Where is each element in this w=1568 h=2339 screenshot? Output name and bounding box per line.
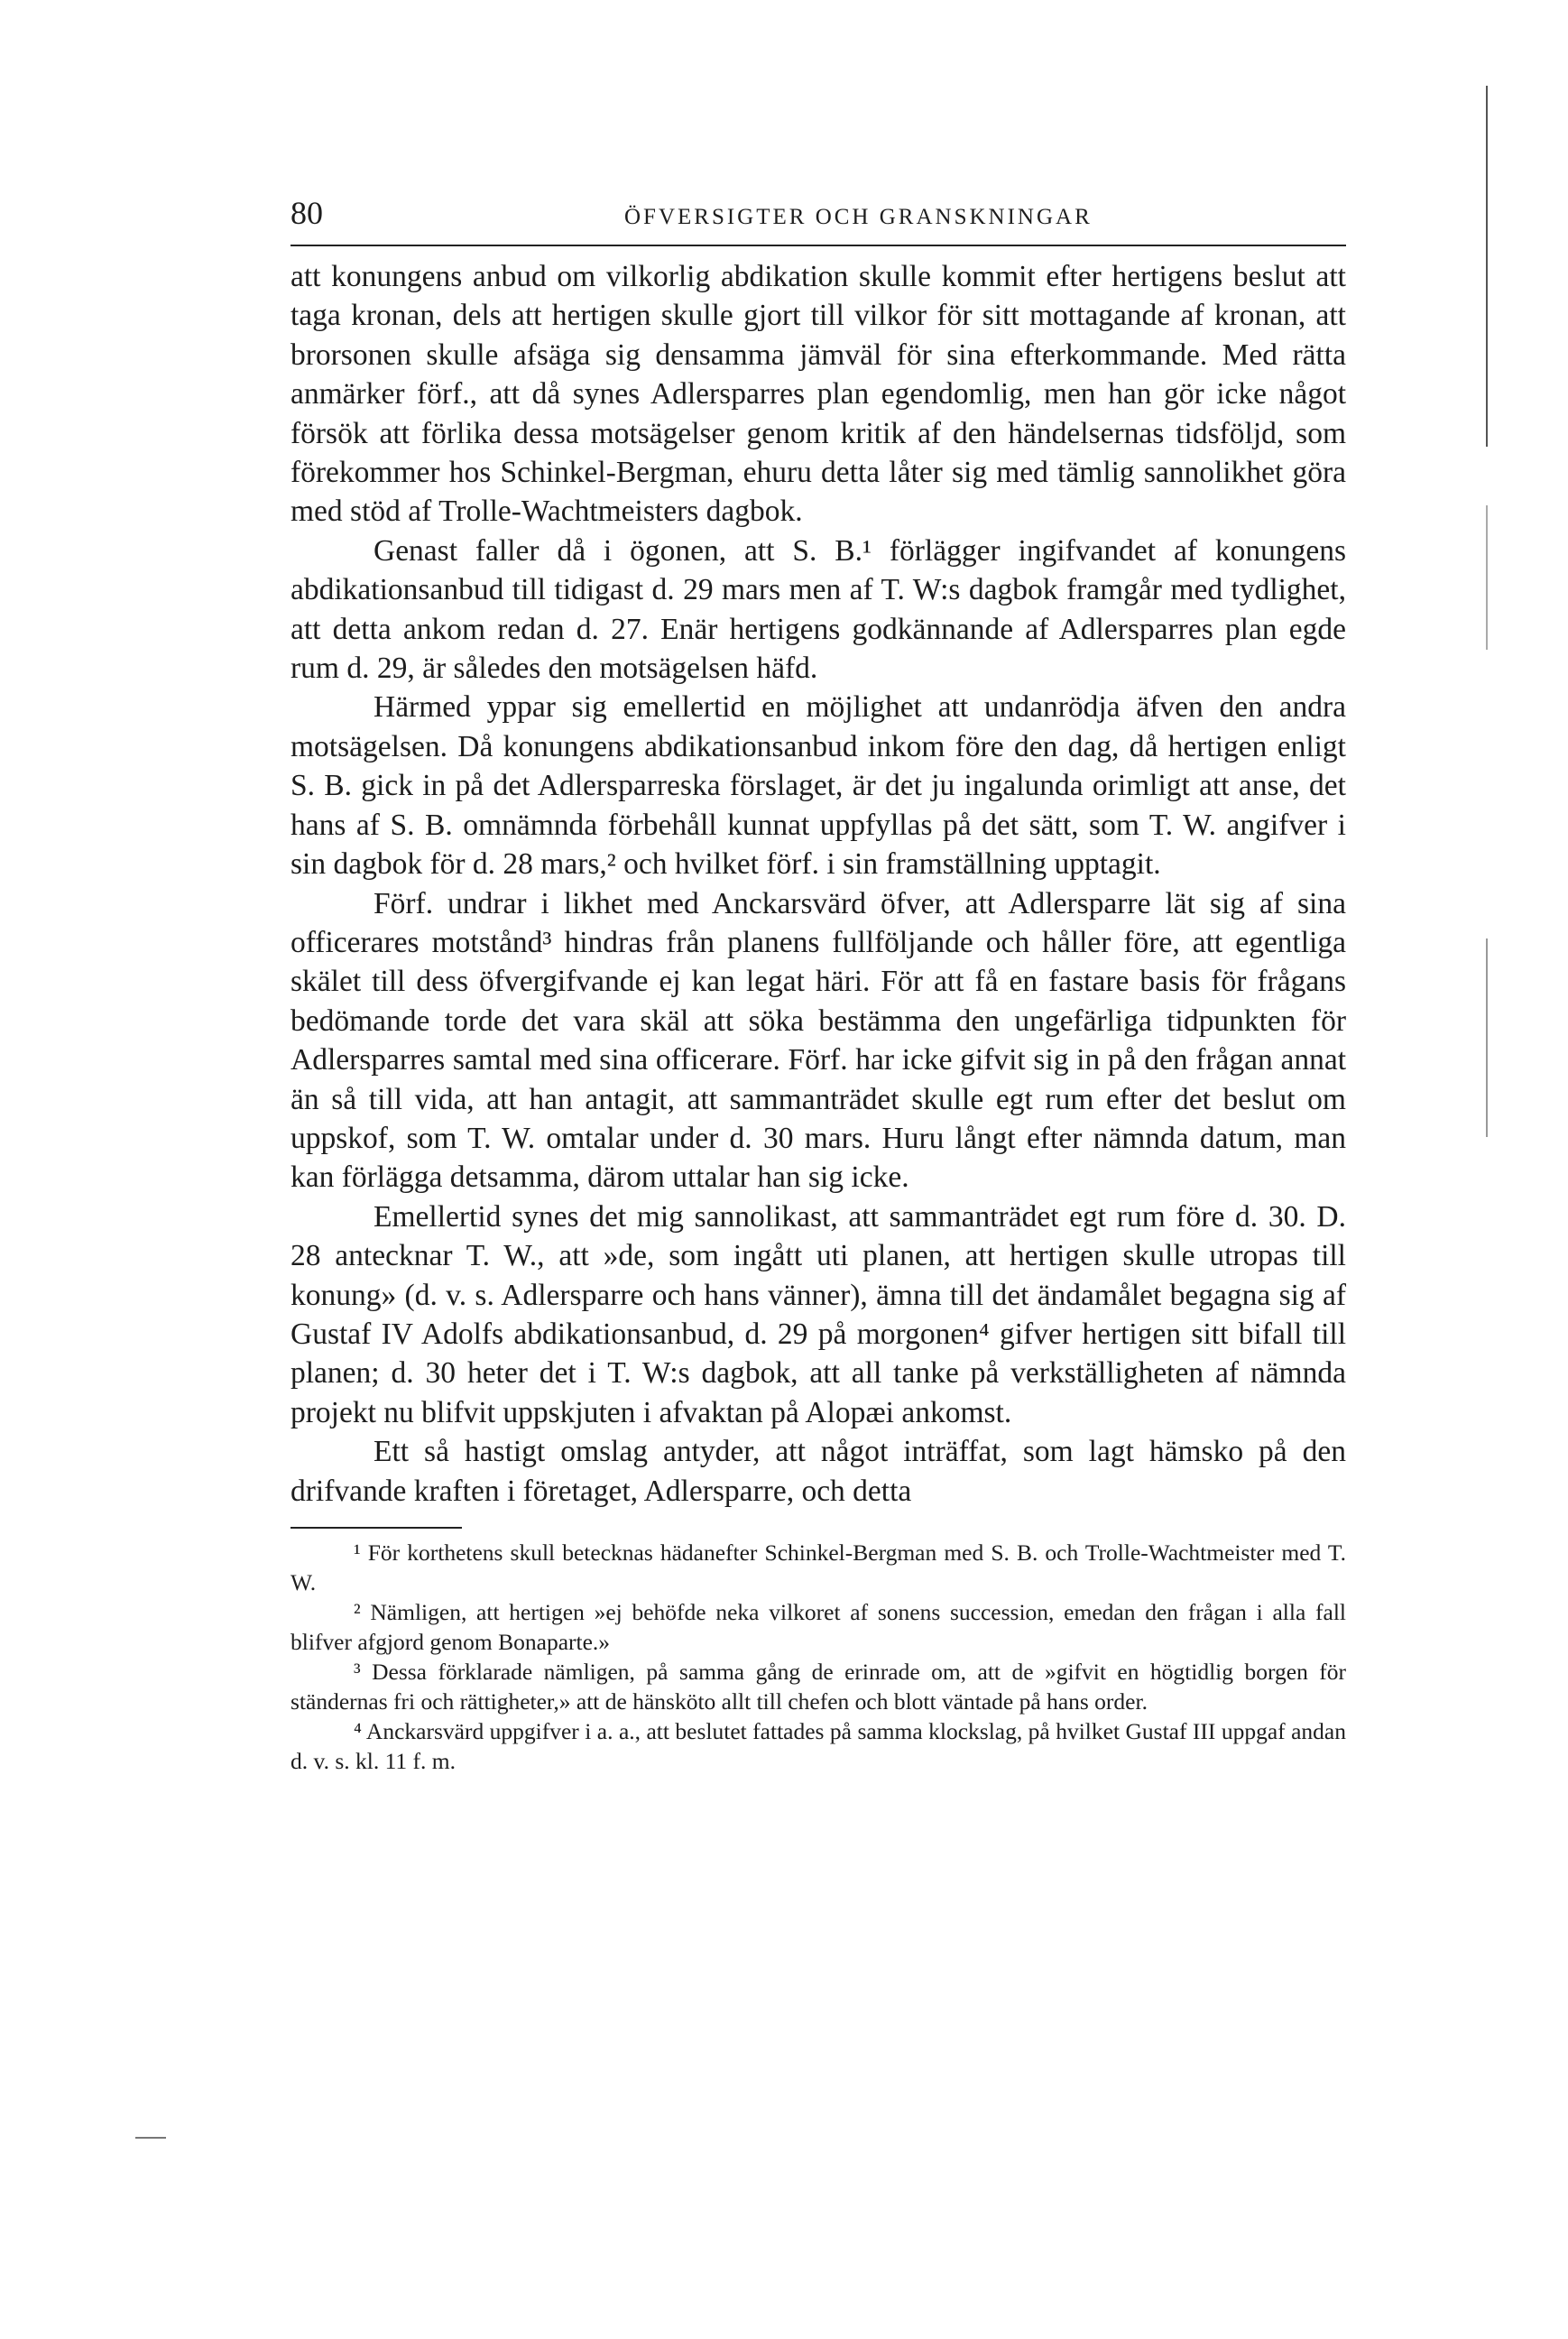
scan-margin-line-low [1486, 938, 1488, 1137]
footnotes [291, 1538, 1346, 1776]
paragraph: Genast faller då i ögonen, att S. B.¹ förlägger ingifvandet af konungens abdikationsanbud till tidigast d. 29 mars men af T. W:s dagbok framgår med tydlighet, att detta ankom redan d. 27. Enär hertigens godkännande af Adlersparres plan egde rum d. 29, är således den motsägelsen häfd. [291, 533, 1346, 686]
footnote: ³ Dessa förklarade nämligen, på samma gång de erinrade om, att de »gifvit en högtidlig borgen för ständernas fri och rättigheter,» att de hänsköto allt till chefen och blott väntade på hans order. [291, 1659, 1346, 1715]
header-rule [291, 245, 1346, 246]
paragraph: Ett så hastigt omslag antyder, att något inträffat, som lagt hämsko på den drifvande kraften i företaget, Adlersparre, och detta [291, 1435, 1346, 1508]
page-header [291, 194, 1346, 237]
footnote: ¹ För korthetens skull betecknas hädanefter Schinkel-Bergman med S. B. och Trolle-Wachtmeister med T. W. [291, 1539, 1346, 1595]
footnote: ² Nämligen, att hertigen »ej behöfde neka vilkoret af sonens succession, emedan den frågan i alla fall blifver afgjord genom Bonaparte.» [291, 1599, 1346, 1655]
footnote-rule [291, 1527, 462, 1529]
paragraph: att konungens anbud om vilkorlig abdikation skulle kommit efter hertigens beslut att taga kronan, dels att hertigen skulle gjort till vilkor för sitt mottagande af kronan, att brorsonen skulle afsäga sig densamma jämväl för sina efterkommande. Med rätta anmärker förf., att då synes Adlersparres plan egendomlig, men han gör icke något försök att förlika dessa motsägelser genom kritik af den händelsernas tidsföljd, som förekommer hos Schinkel-Bergman, ehuru detta låter sig med tämlig sannolikhet göra med stöd af Trolle-Wachtmeisters dagbok. [291, 260, 1346, 529]
scan-mark [135, 2137, 166, 2139]
scan-margin-line-mid [1486, 505, 1488, 650]
scan-margin-line-top [1486, 86, 1488, 447]
page-number: 80 [291, 195, 323, 231]
book-page [291, 194, 1346, 1776]
body-text [291, 257, 1346, 1511]
running-head: ÖFVERSIGTER OCH GRANSKNINGAR [624, 205, 1093, 229]
paragraph: Emellertid synes det mig sannolikast, att sammanträdet egt rum före d. 30. D. 28 antecknar T. W., att »de, som ingått uti planen, att hertigen skulle utropas till konung» (d. v. s. Adlersparre och hans vänner), ämna till det ändamålet begagna sig af Gustaf IV Adolfs abdikationsanbud, d. 29 på morgonen⁴ gifver hertigen sitt bifall till planen; d. 30 heter det i T. W:s dagbok, att all tanke på verkställigheten af nämnda projekt nu blifvit uppskjuten i afvaktan på Alopæi ankomst. [291, 1199, 1346, 1429]
footnote: ⁴ Anckarsvärd uppgifver i a. a., att beslutet fattades på samma klockslag, på hvilket Gustaf III uppgaf andan d. v. s. kl. 11 f. m. [291, 1718, 1346, 1774]
paragraph: Förf. undrar i likhet med Anckarsvärd öfver, att Adlersparre lät sig af sina officerares motstånd³ hindras från planens fullföljande och håller före, att egentliga skälet till dess öfvergifvande ej kan legat häri. För att få en fastare basis för frågans bedömande torde det vara skäl att söka bestämma den ungefärliga tidpunkten för Adlersparres samtal med sina officerare. Förf. har icke gifvit sig in på den frågan annat än så till vida, att han antagit, att sammanträdet skulle egt rum efter det beslut om uppskof, som T. W. omtalar under d. 30 mars. Huru långt efter nämnda datum, man kan förlägga detsamma, därom uttalar han sig icke. [291, 886, 1346, 1195]
paragraph: Härmed yppar sig emellertid en möjlighet att undanrödja äfven den andra motsägelsen. Då konungens abdikationsanbud inkom före den dag, då hertigen enligt S. B. gick in på det Adlersparreska förslaget, är det ju ingalunda orimligt att anse, det hans af S. B. omnämnda förbehåll kunnat uppfyllas på det sätt, som T. W. angifver i sin dagbok för d. 28 mars,² och hvilket förf. i sin framställning upptagit. [291, 690, 1346, 882]
